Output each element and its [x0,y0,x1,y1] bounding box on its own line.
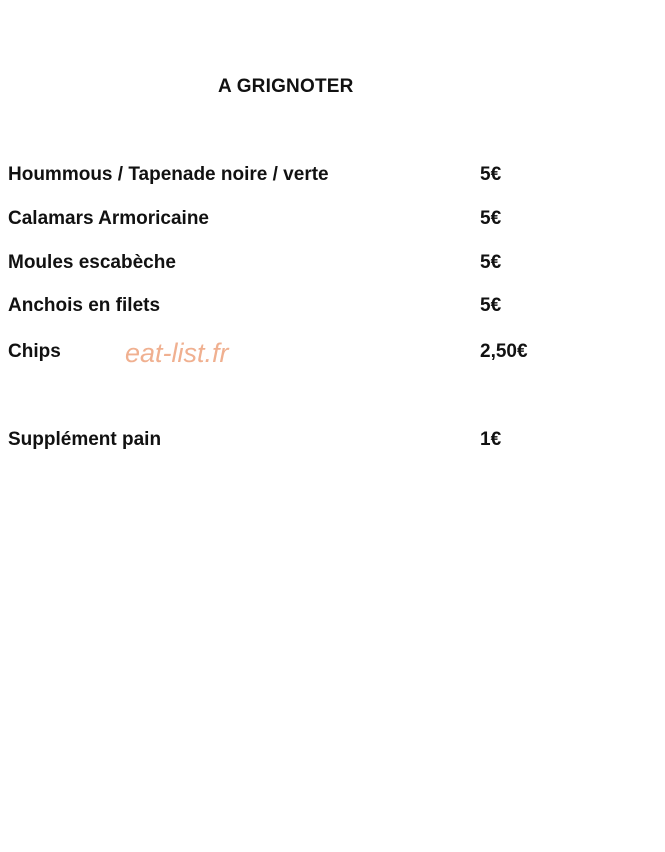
menu-item [8,164,568,190]
menu-item-name: Anchois en filets [8,295,161,316]
menu-item [8,429,568,455]
menu-item [8,252,568,278]
menu-item-price: 1€ [480,429,502,450]
menu-item-name: Supplément pain [8,429,162,450]
watermark: eat-list.fr [125,338,229,368]
menu-item-name: Calamars Armoricaine [8,208,210,229]
menu-item [8,208,568,234]
menu-item-price: 2,50€ [480,341,528,362]
menu-item [8,341,568,367]
menu-item-price: 5€ [480,295,502,316]
menu-item-price: 5€ [480,208,502,229]
menu-title: A GRIGNOTER [218,76,354,97]
menu-item-price: 5€ [480,252,502,273]
menu-item-name: Chips [8,341,61,362]
menu-item-name: Hoummous / Tapenade noire / verte [8,164,329,185]
menu-item [8,295,568,321]
menu-item-name: Moules escabèche [8,252,176,273]
menu-item-price: 5€ [480,164,502,185]
